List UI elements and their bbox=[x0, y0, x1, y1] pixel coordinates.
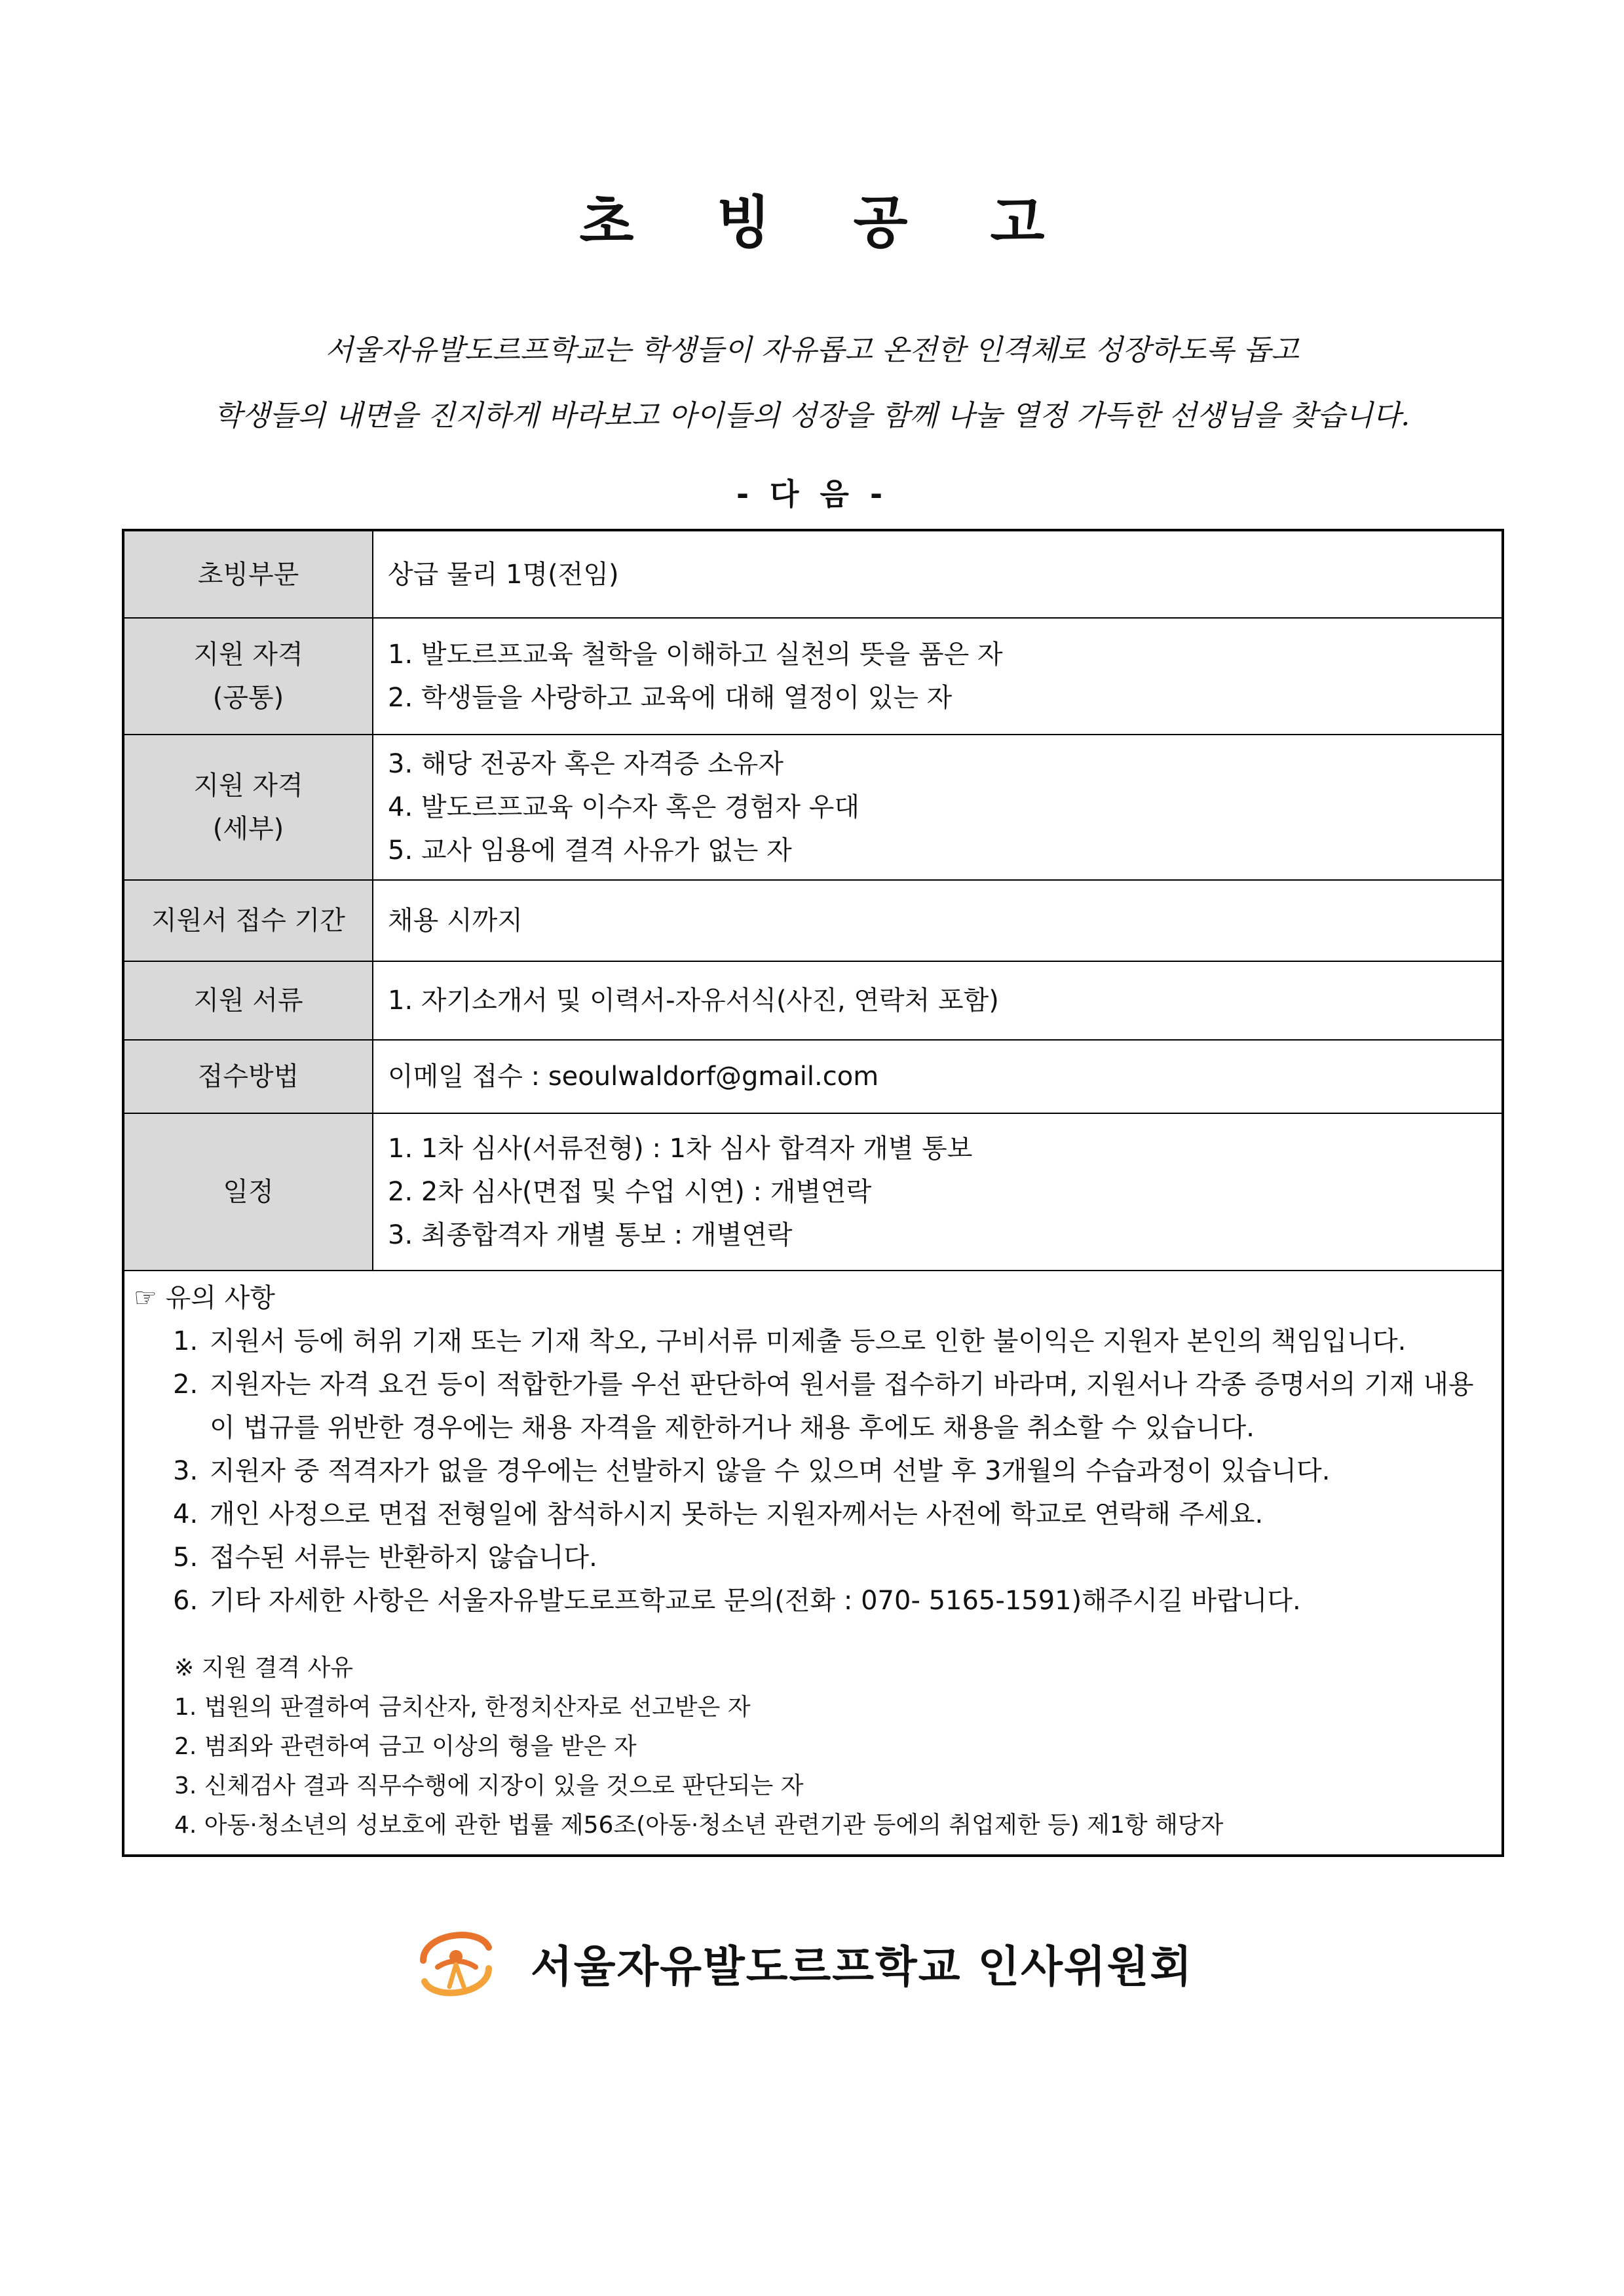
disqualification-title: ※ 지원 결격 사유 bbox=[174, 1655, 354, 1681]
row-label: 지원 자격 (공통) bbox=[123, 618, 373, 735]
list-item: 5. 접수된 서류는 반환하지 않습니다. bbox=[173, 1542, 597, 1573]
footer bbox=[0, 1921, 1624, 2006]
info-table bbox=[122, 529, 1504, 1857]
table-row bbox=[123, 618, 1503, 735]
page-title: 초 빙 공 고 bbox=[579, 190, 1076, 256]
next-heading: - 다 음 - bbox=[736, 476, 888, 512]
table-row bbox=[123, 1040, 1503, 1113]
list-item: 4. 개인 사정으로 면접 전형일에 참석하시지 못하는 지원자께서는 사전에 학교로 연락해 주세요. bbox=[173, 1499, 1264, 1529]
list-item: 6. 기타 자세한 사항은 서울자유발도로프학교로 문의(전화 : 070- 5165-1591)해주시길 바랍니다. bbox=[173, 1586, 1301, 1616]
intro-line-1: 서울자유발도르프학교는 학생들이 자유롭고 온전한 인격체로 성장하도록 돕고 bbox=[325, 334, 1299, 367]
row-label: 접수방법 bbox=[123, 1040, 373, 1113]
list-item: 1. 법원의 판결하여 금치산자, 한정치산자로 선고받은 자 bbox=[174, 1694, 751, 1721]
table-row bbox=[123, 880, 1503, 961]
row-content: 상급 물리 1명(전임) bbox=[373, 530, 1503, 618]
list-item: 3. 지원자 중 적격자가 없을 경우에는 선발하지 않을 수 있으며 선발 후 3개월의 수습과정이 있습니다. bbox=[173, 1456, 1331, 1486]
row-label: 지원 자격 (세부) bbox=[123, 735, 373, 880]
table-row bbox=[123, 530, 1503, 618]
table-row bbox=[123, 1113, 1503, 1271]
row-label: 초빙부문 bbox=[123, 530, 373, 618]
row-label: 지원 서류 bbox=[123, 961, 373, 1040]
list-item: 4. 아동·청소년의 성보호에 관한 법률 제56조(아동·청소년 관련기관 등에의 취업제한 등) 제1항 해당자 bbox=[174, 1812, 1224, 1839]
row-label: 지원서 접수 기간 bbox=[123, 880, 373, 961]
notes-list bbox=[134, 1320, 1492, 1622]
row-content: 3. 해당 전공자 혹은 자격증 소유자 4. 발도르프교육 이수자 혹은 경험자 우대 5. 교사 임용에 결격 사유가 없는 자 bbox=[373, 735, 1503, 880]
table-row bbox=[123, 735, 1503, 880]
row-content: 1. 자기소개서 및 이력서-자유서식(사진, 연락처 포함) bbox=[373, 961, 1503, 1040]
school-logo-icon bbox=[411, 1921, 500, 2006]
intro-line-2: 학생들의 내면을 진지하게 바라보고 아이들의 성장을 함께 나눌 열정 가득한 선생님을 찾습니다. bbox=[214, 399, 1410, 432]
footer-text: 서울자유발도르프학교 인사위원회 bbox=[531, 1942, 1194, 1992]
list-item: 2. 범죄와 관련하여 금고 이상의 형을 받은 자 bbox=[174, 1733, 637, 1760]
disqualification-list bbox=[134, 1649, 1492, 1845]
row-label: 일정 bbox=[123, 1113, 373, 1271]
row-content: 1. 발도르프교육 철학을 이해하고 실천의 뜻을 품은 자 2. 학생들을 사랑하고 교육에 대해 열정이 있는 자 bbox=[373, 618, 1503, 735]
notes-section bbox=[123, 1271, 1503, 1856]
row-content: 1. 1차 심사(서류전형) : 1차 심사 합격자 개별 통보 2. 2차 심사(면접 및 수업 시연) : 개별연락 3. 최종합격자 개별 통보 : 개별연락 bbox=[373, 1113, 1503, 1271]
notes-row bbox=[123, 1271, 1503, 1856]
intro-text bbox=[0, 318, 1624, 449]
list-item: 1. 지원서 등에 허위 기재 또는 기재 착오, 구비서류 미제출 등으로 인한 불이익은 지원자 본인의 책임입니다. bbox=[173, 1326, 1407, 1356]
list-item: 3. 신체검사 결과 직무수행에 지장이 있을 것으로 판단되는 자 bbox=[174, 1772, 804, 1799]
row-content: 채용 시까지 bbox=[373, 880, 1503, 961]
table-row bbox=[123, 961, 1503, 1040]
row-content: 이메일 접수 : seoulwaldorf@gmail.com bbox=[373, 1040, 1503, 1113]
list-item: 2. 지원자는 자격 요건 등이 적합한가를 우선 판단하여 원서를 접수하기 바라며, 지원서나 각종 증명서의 기재 내용이 법규를 위반한 경우에는 채용 자격을 제한하거나 채용 후에도 채용을 취소할 수 있습니다. bbox=[173, 1369, 1474, 1443]
notes-title: ☞ 유의 사항 bbox=[134, 1283, 275, 1313]
